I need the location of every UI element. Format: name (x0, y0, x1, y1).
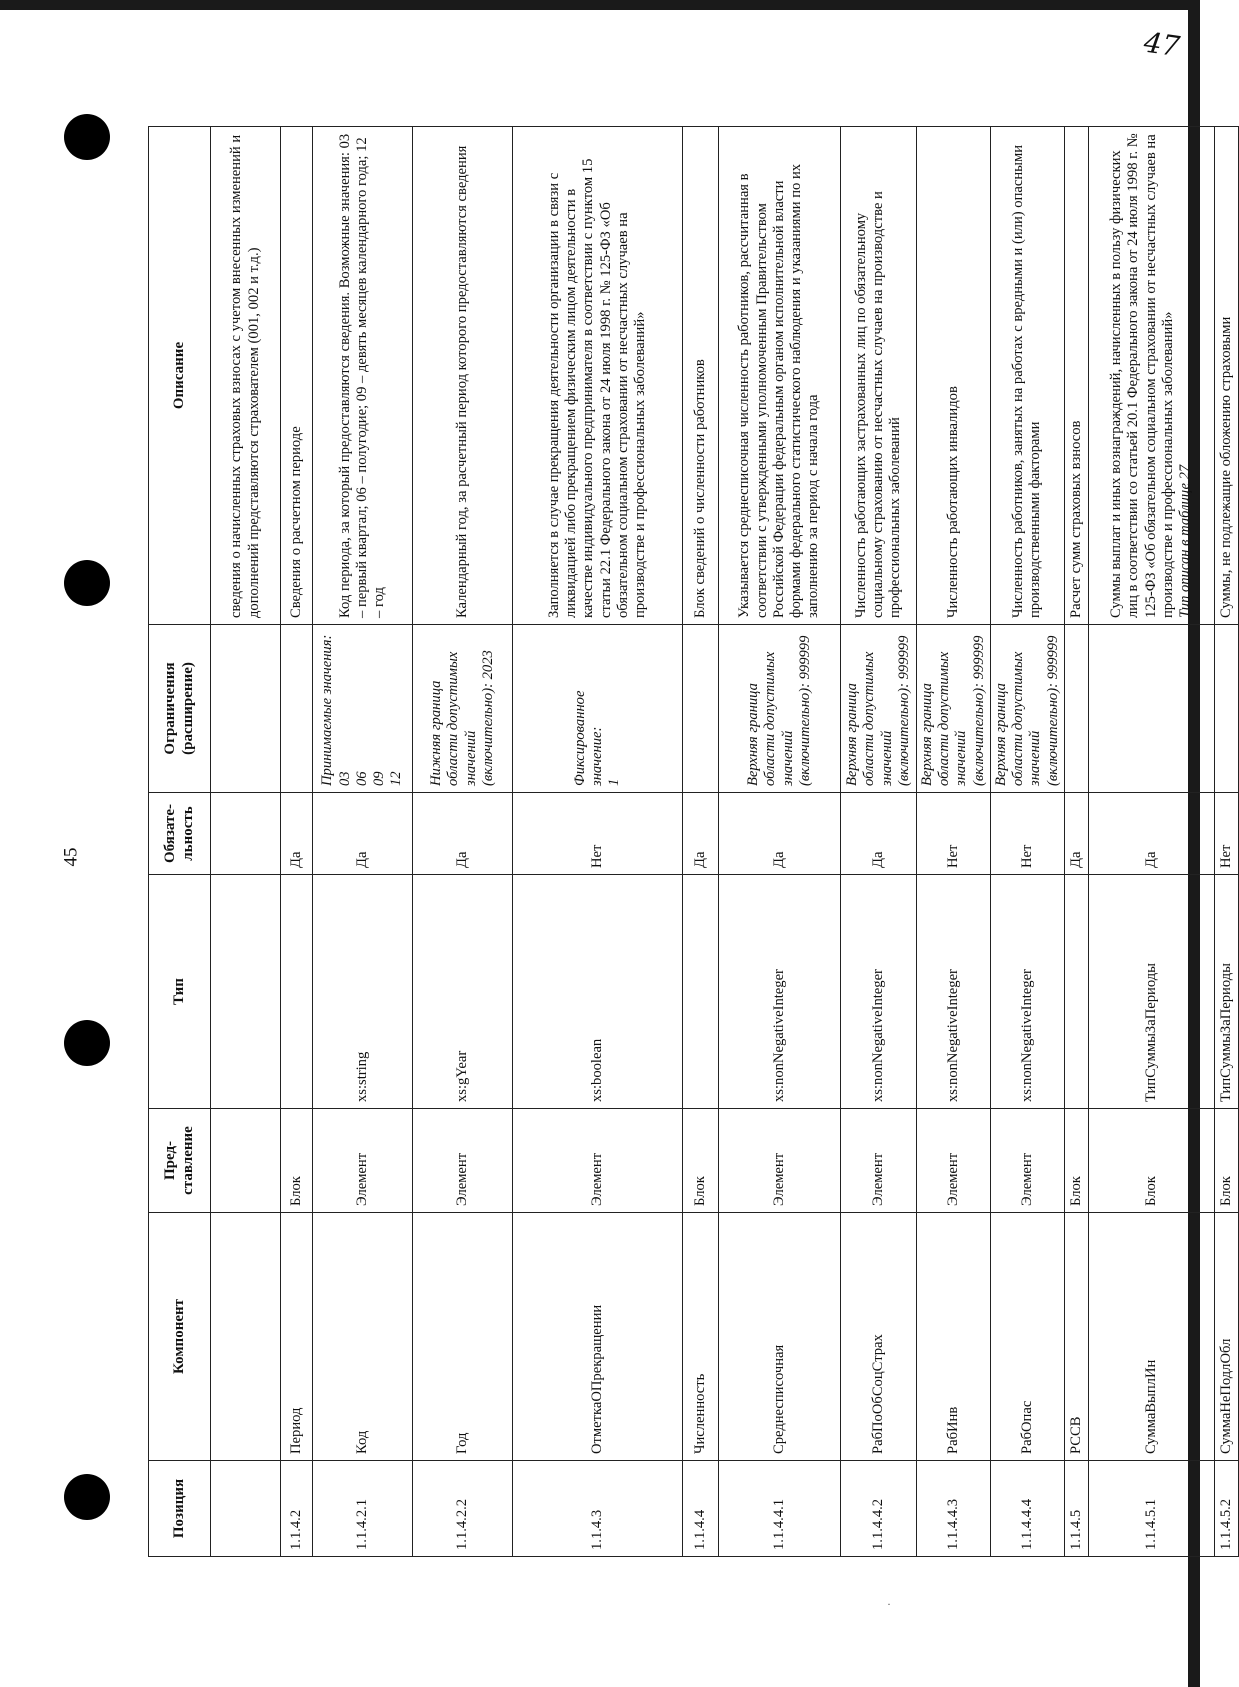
header-type: Тип (149, 875, 211, 1109)
cell-position (211, 1461, 281, 1557)
cell-restrictions (413, 625, 513, 793)
header-description: Описание (149, 127, 211, 625)
description-text: Заполняется в случае прекращения деятельности организации в связи с ликвидацией либо прекращением физическим лицом деятельности в качестве индивидуального предпринимателя в соответствии с пунктом 15 статьи 22.1 Федерального закона от 24 июля 1998 г. № 125-ФЗ «Об обязательном социальном страховании от несчастных случаев на производстве и профессиональных заболеваний» (545, 158, 648, 618)
description-text: Численность работников, занятых на работах с вредными и (или) опасными производственными факторами (1010, 145, 1044, 618)
description-text: Сведения о расчетном периоде (287, 426, 304, 618)
cell-representation: Элемент (513, 1109, 683, 1213)
restriction-value: 1 (606, 778, 623, 786)
cell-position: 1.1.4.2.1 (313, 1461, 413, 1557)
table-row (917, 127, 991, 1557)
cell-description (990, 127, 1064, 625)
description-text: Блок сведений о численности работников (691, 359, 708, 618)
cell-representation: Блок (1064, 1109, 1088, 1213)
cell-description (841, 127, 917, 625)
restriction-title: Нижняя граница области допустимых значений (включительно): 2023 (428, 650, 496, 786)
restriction-value: 03 (336, 771, 353, 786)
cell-type: xs:nonNegativeInteger (917, 875, 991, 1109)
cell-position: 1.1.4.5.1 (1088, 1461, 1214, 1557)
header-mandatory: Обязате-льность (149, 793, 211, 875)
restriction-value: 12 (388, 771, 405, 786)
cell-type: xs:nonNegativeInteger (719, 875, 841, 1109)
table-row (841, 127, 917, 1557)
cell-restrictions (719, 625, 841, 793)
cell-restrictions (841, 625, 917, 793)
table-row (281, 127, 313, 1557)
cell-mandatory: Нет (990, 793, 1064, 875)
header-representation: Пред-ставление (149, 1109, 211, 1213)
cell-type: xs:nonNegativeInteger (841, 875, 917, 1109)
cell-component: РабИнв (917, 1213, 991, 1461)
table-row (513, 127, 683, 1557)
cell-component: Год (413, 1213, 513, 1461)
cell-description (719, 127, 841, 625)
description-text: Расчет сумм страховых взносов (1067, 420, 1084, 618)
description-text: сведения о начисленных страховых взносах с учетом внесенных изменений и дополнений представляются страхователем (001, 002 и т.д.) (228, 134, 262, 618)
table-row (1064, 127, 1088, 1557)
description-text: Численность работающих инвалидов (944, 386, 961, 618)
specification-table (148, 126, 1239, 1557)
table-row (1214, 127, 1238, 1557)
table-header-row (149, 127, 211, 1557)
cell-component: Период (281, 1213, 313, 1461)
cell-mandatory: Да (281, 793, 313, 875)
punch-hole (64, 1474, 110, 1520)
cell-restrictions (313, 625, 413, 793)
cell-representation: Элемент (313, 1109, 413, 1213)
cell-description (917, 127, 991, 625)
table-row (413, 127, 513, 1557)
cell-representation: Блок (281, 1109, 313, 1213)
description-text: Указывается среднесписочная численность работников, рассчитанная в соответствии с утвержденными уполномоченным Правительством Российской Федерации федеральным органом исполнительной власти формами федерального статистического наблюдения и указаниями по их заполнению за период с начала года (736, 163, 822, 618)
cell-representation: Элемент (990, 1109, 1064, 1213)
cell-type: xs:boolean (513, 875, 683, 1109)
cell-description (683, 127, 719, 625)
scan-speck: · (887, 1597, 891, 1611)
cell-representation: Элемент (841, 1109, 917, 1213)
cell-restrictions (990, 625, 1064, 793)
cell-type: xs:nonNegativeInteger (990, 875, 1064, 1109)
handwritten-page-mark: 47 (1141, 25, 1182, 64)
header-component: Компонент (149, 1213, 211, 1461)
cell-position: 1.1.4.5.2 (1214, 1461, 1238, 1557)
restriction-title: Фиксированное значение: (571, 690, 605, 786)
cell-description (1064, 127, 1088, 625)
header-restrictions: Ограничения (расширение) (149, 625, 211, 793)
cell-description (1088, 127, 1214, 625)
rotated-table-container (148, 127, 1234, 1557)
cell-mandatory: Да (413, 793, 513, 875)
cell-description (281, 127, 313, 625)
cell-mandatory: Нет (917, 793, 991, 875)
table-row (990, 127, 1064, 1557)
cell-type: ТипСуммыЗаПериоды (1214, 875, 1238, 1109)
cell-position: 1.1.4.3 (513, 1461, 683, 1557)
cell-component: Среднесписочная (719, 1213, 841, 1461)
description-text: Суммы, не подлежащие обложению страховыми (1217, 316, 1234, 618)
cell-component: Численность (683, 1213, 719, 1461)
cell-component (211, 1213, 281, 1461)
cell-mandatory: Да (1064, 793, 1088, 875)
restriction-title: Верхняя граница области допустимых значений (включительно): 999999 (745, 635, 813, 786)
cell-restrictions (917, 625, 991, 793)
cell-representation: Элемент (413, 1109, 513, 1213)
cell-type: xs:string (313, 875, 413, 1109)
cell-description (413, 127, 513, 625)
table-row (1088, 127, 1214, 1557)
restriction-value: 09 (371, 771, 388, 786)
description-text: Численность работающих застрахованных лиц по обязательному социальному страхованию от несчастных случаев на производстве и профессиональных заболеваний (852, 191, 904, 618)
table-row (313, 127, 413, 1557)
restriction-title: Верхняя граница области допустимых значений (включительно): 999999 (844, 635, 912, 786)
description-text: Код периода, за который предоставляются сведения. Возможные значения: 03 – первый квартал; 06 – полугодие; 09 – девять месяцев календарного года; 12 – год (336, 133, 388, 618)
cell-component: ОтметкаОПрекращении (513, 1213, 683, 1461)
cell-type: ТипСуммыЗаПериоды (1088, 875, 1214, 1109)
description-text: Суммы выплат и иных вознаграждений, начисленных в пользу физических лиц в соответствии со статьей 20.1 Федерального закона от 24 июля 1998 г. № 125-ФЗ «Об обязательном социальном страховании от несчастных случаев на производстве и профессиональных заболеваний» (1108, 133, 1176, 618)
scan-border-top (0, 0, 1200, 10)
cell-component: РССВ (1064, 1213, 1088, 1461)
cell-restrictions (513, 625, 683, 793)
cell-type (683, 875, 719, 1109)
cell-representation: Блок (1214, 1109, 1238, 1213)
cell-type: xs:gYear (413, 875, 513, 1109)
cell-restrictions (1214, 625, 1238, 793)
cell-position: 1.1.4.2.2 (413, 1461, 513, 1557)
restriction-title: Верхняя граница области допустимых значений (включительно): 999999 (919, 635, 987, 786)
restriction-title: Верхняя граница области допустимых значений (включительно): 999999 (992, 635, 1061, 786)
cell-mandatory: Да (719, 793, 841, 875)
header-position: Позиция (149, 1461, 211, 1557)
cell-component: РабОпас (990, 1213, 1064, 1461)
cell-mandatory (211, 793, 281, 875)
cell-position: 1.1.4.4.4 (990, 1461, 1064, 1557)
cell-restrictions (1088, 625, 1214, 793)
cell-description (211, 127, 281, 625)
cell-type (211, 875, 281, 1109)
punch-hole (64, 114, 110, 160)
restriction-value: 06 (353, 771, 370, 786)
cell-description (313, 127, 413, 625)
punch-hole (64, 1020, 110, 1066)
cell-position: 1.1.4.4.1 (719, 1461, 841, 1557)
cell-type (1064, 875, 1088, 1109)
cell-restrictions (683, 625, 719, 793)
cell-mandatory: Да (1088, 793, 1214, 875)
cell-description (513, 127, 683, 625)
cell-type (281, 875, 313, 1109)
page-number: 45 (60, 847, 82, 867)
cell-mandatory: Да (841, 793, 917, 875)
cell-position: 1.1.4.4.3 (917, 1461, 991, 1557)
cell-representation (211, 1109, 281, 1213)
cell-component: СуммаВыплИн (1088, 1213, 1214, 1461)
cell-representation: Элемент (719, 1109, 841, 1213)
cell-component: СуммаНеПодлОбл (1214, 1213, 1238, 1461)
cell-mandatory: Нет (513, 793, 683, 875)
table-row (683, 127, 719, 1557)
cell-mandatory: Да (683, 793, 719, 875)
cell-restrictions (211, 625, 281, 793)
cell-representation: Элемент (917, 1109, 991, 1213)
cell-position: 1.1.4.4 (683, 1461, 719, 1557)
description-text: Календарный год, за расчетный период которого предоставляются сведения (453, 145, 470, 618)
cell-restrictions (1064, 625, 1088, 793)
cell-position: 1.1.4.5 (1064, 1461, 1088, 1557)
table-row (211, 127, 281, 1557)
cell-description (1214, 127, 1238, 625)
cell-mandatory: Да (313, 793, 413, 875)
restriction-title: Принимаемые значения: (319, 634, 336, 786)
cell-restrictions (281, 625, 313, 793)
cell-position: 1.1.4.2 (281, 1461, 313, 1557)
cell-representation: Блок (683, 1109, 719, 1213)
punch-hole (64, 560, 110, 606)
cell-mandatory: Нет (1214, 793, 1238, 875)
description-note: Тип описан в таблице 27 (1177, 464, 1194, 618)
cell-component: РабПоОбСоцСтрах (841, 1213, 917, 1461)
cell-position: 1.1.4.4.2 (841, 1461, 917, 1557)
cell-component: Код (313, 1213, 413, 1461)
table-row (719, 127, 841, 1557)
cell-representation: Блок (1088, 1109, 1214, 1213)
